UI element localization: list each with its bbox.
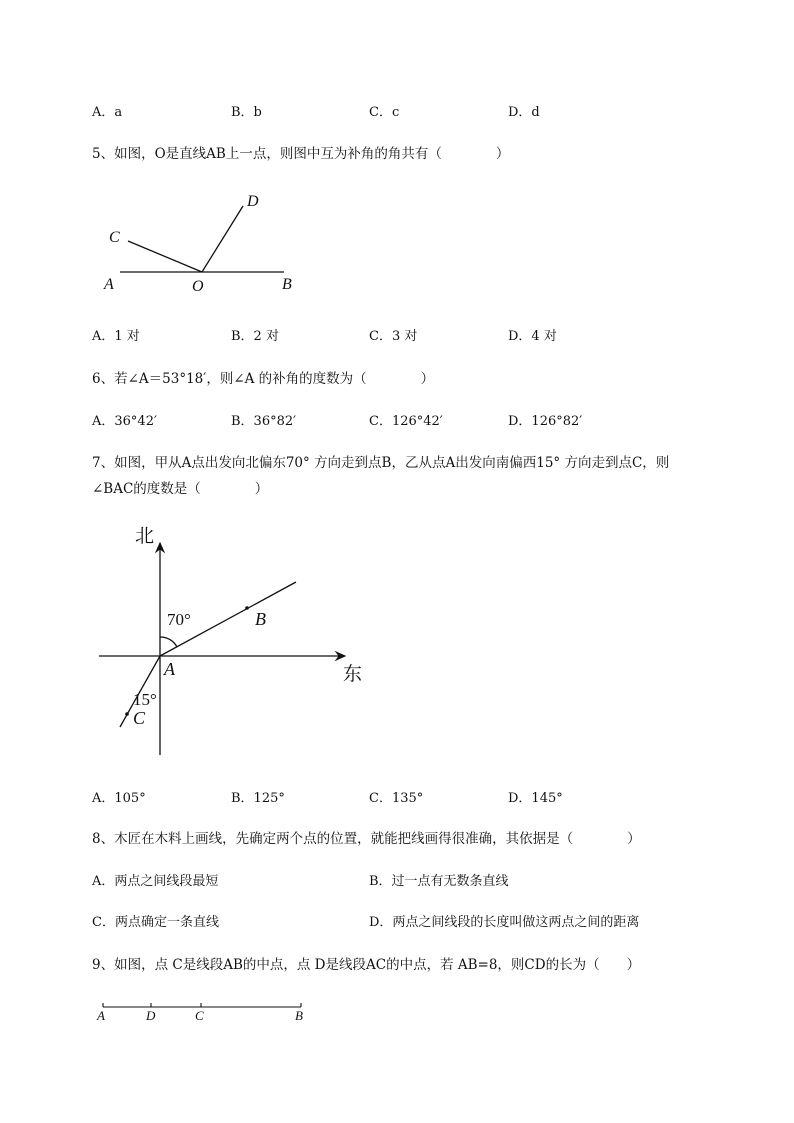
q8-option-b: B．过一点有无数条直线 [369,874,509,889]
q7-point-b [245,606,249,610]
q5-option-d: D．4 对 [508,329,557,344]
q5-label-d: D [247,193,259,210]
q5-option-c: C．3 对 [369,329,418,344]
q9-label-c: C [195,1008,204,1023]
q6-option-a: A．36°42′ [92,414,157,429]
q8-option-d: D．两点之间线段的长度叫做这两点之间的距离 [369,915,640,930]
q4-option-d: D．d [508,105,540,120]
q4-option-c: C．c [369,105,400,120]
q7-ray-ac [120,656,160,727]
q6-option-c: C．126°42′ [369,414,443,429]
q5-stem: 5、如图，O是直线AB上一点，则图中互为补角的角共有（ ） [92,146,510,162]
q5-label-a: A [104,276,114,293]
q7-label-b: B [255,609,266,629]
q7-label-east: 东 [343,664,363,685]
q7-label-north: 北 [135,526,155,547]
q7-label-a: A [164,659,175,679]
q4-option-b: B．b [231,105,262,120]
q6-option-b: B．36°82′ [231,414,297,429]
q9-label-d: D [146,1008,156,1023]
q5-option-a: A．1 对 [92,329,140,344]
q8-option-c: C．两点确定一条直线 [92,915,219,930]
q7-point-c [125,712,129,716]
q7-option-c: C．135° [369,791,424,806]
q7-stem-line1: 7、如图，甲从A点出发向北偏东70° 方向走到点B，乙从点A出发向南偏西15° 方向走到点C，则 [92,455,670,471]
q7-label-70: 70° [167,610,191,629]
q7-label-15: 15° [133,690,157,709]
q7-option-d: D．145° [508,791,563,806]
q8-stem: 8、木匠在木料上画线，先确定两个点的位置，就能把线画得很准确，其依据是（ ） [92,831,641,847]
q7-stem-line2: ∠BAC的度数是（ ） [92,481,269,497]
q6-stem: 6、若∠A＝53°18′，则∠A 的补角的度数为（ ） [92,371,435,387]
q5-ray-od [202,206,243,272]
q5-option-b: B．2 对 [231,329,279,344]
q6-option-d: D．126°82′ [508,414,583,429]
q7-option-a: A．105° [92,791,146,806]
q9-stem: 9、如图，点 C是线段AB的中点，点 D是线段AC的中点，若 AB=8，则CD的长为（ ） [92,957,641,973]
q8-option-a: A．两点之间线段最短 [92,874,219,889]
q7-label-c: C [133,708,146,728]
q9-label-a: A [97,1008,105,1023]
q5-label-b: B [282,276,292,293]
q5-ray-oc [128,241,202,272]
q5-label-o: O [192,278,204,295]
q7-angle-arc [160,637,177,647]
q7-ray-ab [160,582,296,656]
q9-label-b: B [295,1008,303,1023]
q5-label-c: C [109,229,120,246]
q7-option-b: B．125° [231,791,285,806]
q4-option-a: A．a [92,105,123,120]
